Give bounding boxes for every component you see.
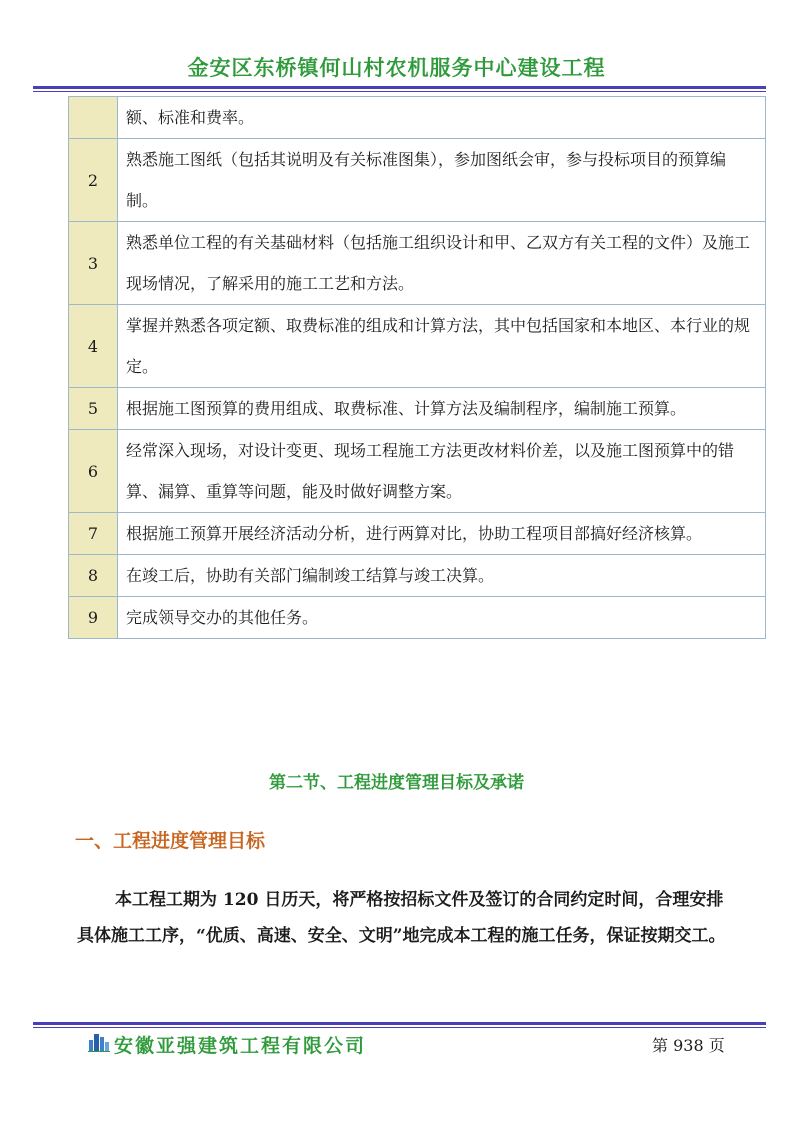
row-text: 在竣工后，协助有关部门编制竣工结算与竣工决算。: [118, 555, 766, 597]
duties-table: [68, 96, 766, 639]
row-number: 8: [69, 555, 118, 597]
table-row: [69, 555, 766, 597]
building-logo-icon: [88, 1032, 110, 1052]
row-text: 经常深入现场，对设计变更、现场工程施工方法更改材料价差，以及施工图预算中的错算、漏算、重算等问题，能及时做好调整方案。: [118, 430, 766, 513]
row-number: 7: [69, 513, 118, 555]
row-number: 2: [69, 139, 118, 222]
table-row: [69, 513, 766, 555]
row-text: 掌握并熟悉各项定额、取费标准的组成和计算方法，其中包括国家和本地区、本行业的规定。: [118, 305, 766, 388]
row-text: 熟悉施工图纸（包括其说明及有关标准图集），参加图纸会审，参与投标项目的预算编制。: [118, 139, 766, 222]
row-number: 9: [69, 597, 118, 639]
section-title: 第二节、工程进度管理目标及承诺: [269, 773, 524, 793]
row-text: 根据施工预算开展经济活动分析，进行两算对比，协助工程项目部搞好经济核算。: [118, 513, 766, 555]
row-number: 6: [69, 430, 118, 513]
footer-rule-thick: [33, 1022, 766, 1025]
row-number: 4: [69, 305, 118, 388]
header-rule-thin: [33, 91, 766, 92]
header-rule-thick: [33, 86, 766, 89]
row-number: 3: [69, 222, 118, 305]
body-paragraph: 本工程工期为 120 日历天，将严格按招标文件及签订的合同约定时间，合理安排具体施工工序，“优质、高速、安全、文明”地完成本工程的施工任务，保证按期交工。: [77, 890, 726, 946]
row-number: 5: [69, 388, 118, 430]
table-row: [69, 597, 766, 639]
row-text: 额、标准和费率。: [118, 97, 766, 139]
footer-page-number: 第 938 页: [652, 1036, 725, 1055]
table-row: [69, 430, 766, 513]
table-row: [69, 305, 766, 388]
footer-rule-thin: [33, 1027, 766, 1028]
subsection-title: 一、工程进度管理目标: [75, 830, 266, 852]
footer-company-name: 安徽亚强建筑工程有限公司: [114, 1035, 367, 1057]
table-row: [69, 97, 766, 139]
row-text: 根据施工图预算的费用组成、取费标准、计算方法及编制程序，编制施工预算。: [118, 388, 766, 430]
row-text: 熟悉单位工程的有关基础材料（包括施工组织设计和甲、乙双方有关工程的文件）及施工现场情况，了解采用的施工工艺和方法。: [118, 222, 766, 305]
table-row: [69, 388, 766, 430]
row-text: 完成领导交办的其他任务。: [118, 597, 766, 639]
table-row: [69, 139, 766, 222]
page-header-title: 金安区东桥镇何山村农机服务中心建设工程: [187, 55, 606, 80]
row-number: [69, 97, 118, 139]
table-row: [69, 222, 766, 305]
